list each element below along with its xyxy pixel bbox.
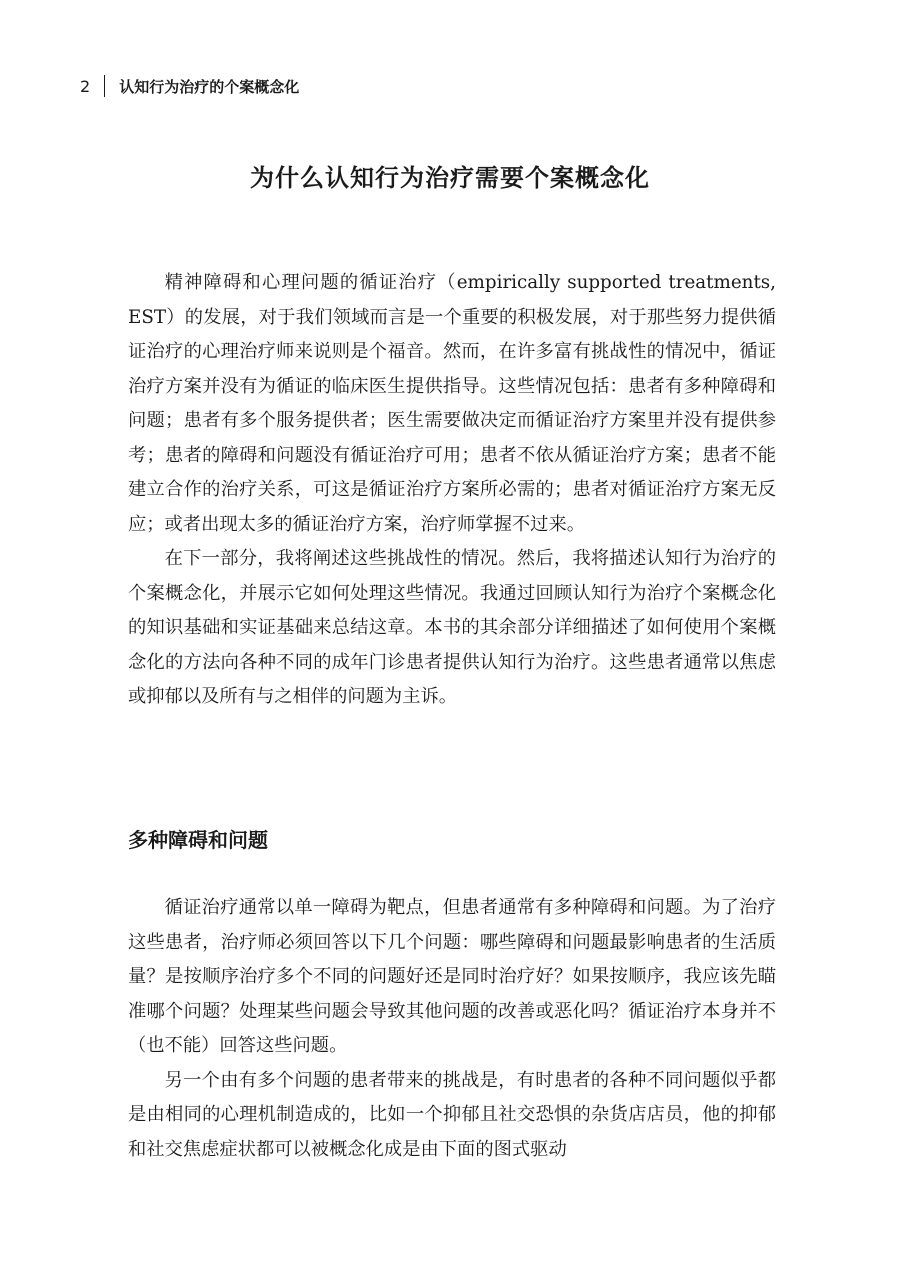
intro-paragraph-1: 精神障碍和心理问题的循证治疗（empirically supported treatments, EST）的发展，对于我们领域而言是一个重要的积极发展，对于那些努力提供循证治疗的心理治疗师来说则是个福音。然而，在许多富有挑战性的情况中，循证治疗方案并没有为循证的临床医生提供指导。这些情况包括：患者有多种障碍和问题；患者有多个服务提供者；医生需要做决定而循证治疗方案里并没有提供参考；患者的障碍和问题没有循证治疗可用；患者不依从循证治疗方案；患者不能建立合作的治疗关系，可这是循证治疗方案所必需的；患者对循证治疗方案无反应；或者出现太多的循证治疗方案，治疗师掌握不过来。 (128, 272, 776, 535)
section-paragraph-2: 另一个由有多个问题的患者带来的挑战是，有时患者的各种不同问题似乎都是由相同的心理机制造成的，比如一个抑郁且社交恐惧的杂货店店员，他的抑郁和社交焦虑症状都可以被概念化成是由下面的图式驱动 (128, 1069, 776, 1160)
section-heading: 多种障碍和问题 (128, 828, 268, 852)
intro-text-block (128, 266, 776, 715)
book-title: 认知行为治疗的个案概念化 (119, 77, 300, 96)
running-head-divider (104, 75, 105, 97)
page-number: 2 (80, 76, 91, 96)
intro-paragraph-2: 在下一部分，我将阐述这些挑战性的情况。然后，我将描述认知行为治疗的个案概念化，并展示它如何处理这些情况。我通过回顾认知行为治疗个案概念化的知识基础和实证基础来总结这章。本书的其余部分详细描述了如何使用个案概念化的方法向各种不同的成年门诊患者提供认知行为治疗。这些患者通常以焦虑或抑郁以及所有与之相伴的问题为主诉。 (128, 548, 776, 707)
section-text-block (128, 891, 776, 1167)
section-paragraph-1: 循证治疗通常以单一障碍为靶点，但患者通常有多种障碍和问题。为了治疗这些患者，治疗师必须回答以下几个问题：哪些障碍和问题最影响患者的生活质量？是按顺序治疗多个不同的问题好还是同时治疗好？如果按顺序，我应该先瞄准哪个问题？处理某些问题会导致其他问题的改善或恶化吗？循证治疗本身并不（也不能）回答这些问题。 (128, 897, 776, 1056)
chapter-title: 为什么认知行为治疗需要个案概念化 (250, 164, 650, 192)
running-head (80, 73, 299, 99)
